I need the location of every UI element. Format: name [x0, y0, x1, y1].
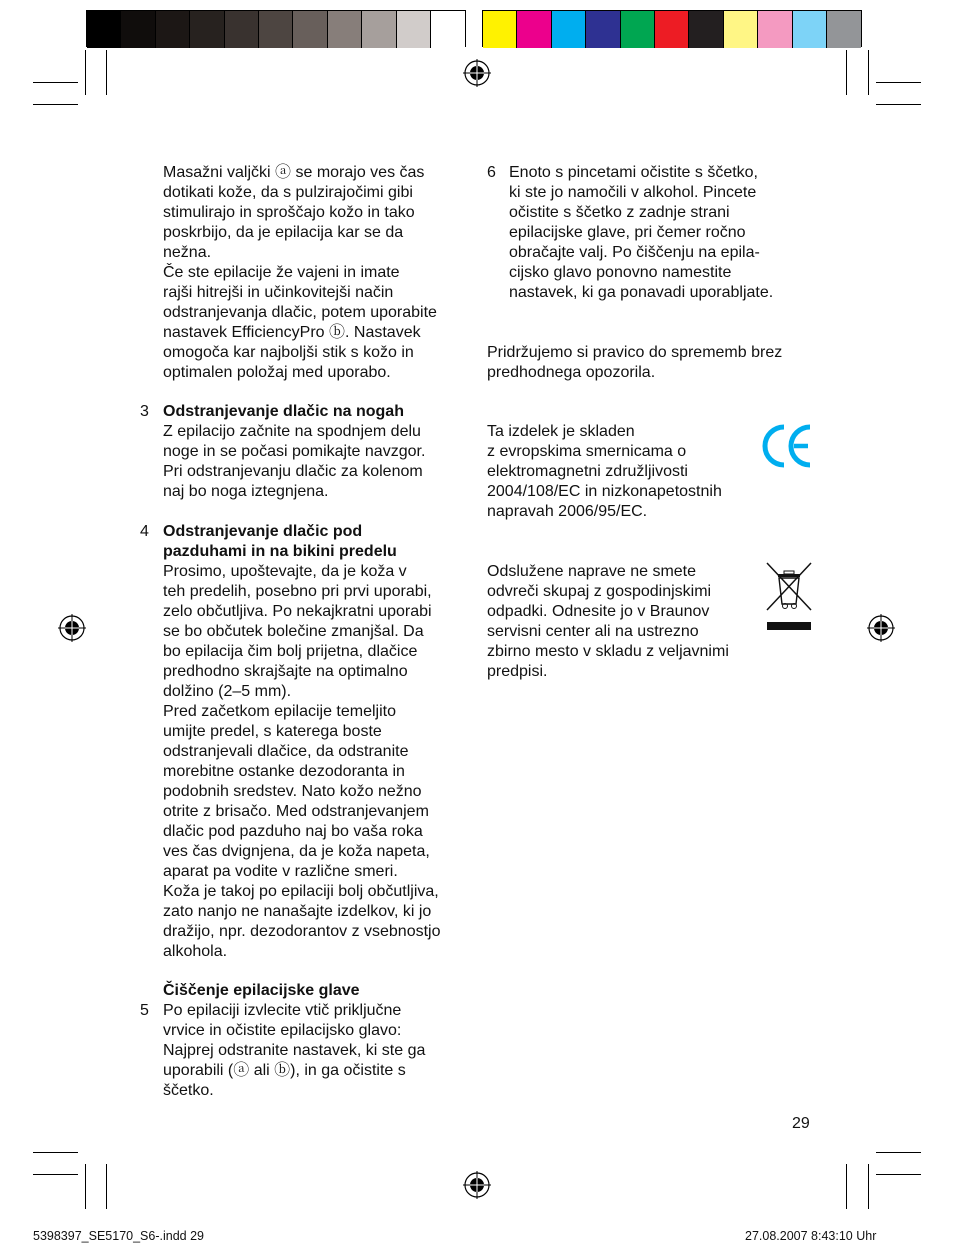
- text-line: bo epilacija čim bolj prijetna, dlačice: [163, 643, 418, 660]
- color-swatch: [225, 11, 259, 48]
- text-line: očistite s ščetko z zadnje strani: [509, 204, 730, 221]
- crop-mark: [33, 82, 78, 83]
- text-line: dolžino (2–5 mm).: [163, 683, 292, 700]
- text-line: predpisi.: [487, 663, 548, 680]
- text-line: servisni center ali na ustrezno: [487, 623, 699, 640]
- text-line: uporabili (ⓐ ali ⓑ), in ga očistite s: [163, 1062, 406, 1079]
- text-line: nežna.: [163, 244, 212, 261]
- text-line: aparat pa vodite v različne smeri.: [163, 863, 398, 880]
- color-swatch: [586, 11, 620, 48]
- text-line: zelo občutljiva. Po nekajkratni uporabi: [163, 603, 432, 620]
- registration-mark-icon: [462, 1170, 492, 1200]
- crop-mark: [33, 1152, 78, 1153]
- text-line: Pridržujemo si pravico do sprememb brez: [487, 344, 783, 361]
- text-line: Ta izdelek je skladen: [487, 423, 635, 440]
- text-line: predhodno skrajšajte na optimalno: [163, 663, 408, 680]
- color-swatch: [483, 11, 517, 48]
- color-swatch: [87, 11, 121, 48]
- text-line: zbirno mesto v skladu z veljavnimi: [487, 643, 729, 660]
- color-swatch: [156, 11, 190, 48]
- text-line: se bo občutek bolečine zmanjšal. Da: [163, 623, 424, 640]
- color-swatch: [827, 11, 861, 48]
- text-line: otrite z brisačo. Med odstranjevanjem: [163, 803, 429, 820]
- registration-mark-icon: [57, 613, 87, 643]
- item-3: [163, 402, 473, 502]
- ce-mark-icon: [760, 423, 814, 469]
- color-swatch: [655, 11, 689, 48]
- text-line: odpadki. Odnesite jo v Braunov: [487, 603, 710, 620]
- text-line: dotikati kože, da s pulzirajočimi gibi: [163, 184, 413, 201]
- text-line: teh predelih, posebno pri prvi uporabi,: [163, 583, 432, 600]
- text-line: epilacijske glave, pri čemer ročno: [509, 224, 746, 241]
- item-4-title: Odstranjevanje dlačic pod: [163, 523, 363, 540]
- text-line: Po epilaciji izvlecite vtič priključne: [163, 1002, 402, 1019]
- text-line: umijte predel, s katerega boste: [163, 723, 382, 740]
- notice-paragraph: [487, 343, 827, 383]
- text-line: Prosimo, upoštevajte, da je koža v: [163, 563, 407, 580]
- color-swatch: [724, 11, 758, 48]
- text-line: naj bo noga iztegnjena.: [163, 483, 329, 500]
- text-line: napravah 2006/95/EC.: [487, 503, 648, 520]
- color-swatch: [121, 11, 155, 48]
- text-line: dražijo, npr. dezodorantov z vsebnostjo: [163, 923, 441, 940]
- text-line: vrvice in očistite epilacijsko glavo:: [163, 1022, 402, 1039]
- text-line: odstranjevanja dlačic, potem uporabite: [163, 304, 437, 321]
- item-number: 5: [140, 1002, 149, 1019]
- text-line: Koža je takoj po epilaciji bolj občutljiva,: [163, 883, 439, 900]
- crop-mark: [846, 50, 847, 95]
- color-swatch: [758, 11, 792, 48]
- crop-mark: [876, 1174, 921, 1175]
- text-line: Masažni valjčki ⓐ se morajo ves čas: [163, 164, 425, 181]
- color-swatch: [431, 11, 465, 48]
- text-line: nastavek EfficiencyPro ⓑ. Nastavek: [163, 324, 421, 341]
- item-4-title: pazduhami in na bikini predelu: [163, 543, 397, 560]
- crop-mark: [33, 104, 78, 105]
- crossed-out-bin-icon: [764, 560, 814, 632]
- crop-mark: [868, 50, 869, 95]
- text-line: stimulirajo in sproščajo kožo in tako: [163, 204, 415, 221]
- color-swatch: [293, 11, 327, 48]
- text-line: zato nanjo ne nanašajte izdelkov, ki jo: [163, 903, 432, 920]
- text-line: elektromagnetni združljivosti: [487, 463, 688, 480]
- text-line: z evropskima smernicama o: [487, 443, 687, 460]
- ce-paragraph: [487, 422, 757, 522]
- footer-file-name: 5398397_SE5170_S6-.indd 29: [33, 1229, 204, 1243]
- crop-mark: [876, 82, 921, 83]
- text-line: odstranjevali dlačice, da odstranite: [163, 743, 409, 760]
- text-line: obračajte valj. Po čiščenju na epila-: [509, 244, 760, 261]
- item-number: 3: [140, 403, 149, 420]
- crop-mark: [33, 1174, 78, 1175]
- text-line: odvreči skupaj z gospodinjskimi: [487, 583, 712, 600]
- grayscale-bar: [86, 10, 466, 47]
- color-swatch: [190, 11, 224, 48]
- text-line: Z epilacijo začnite na spodnjem delu: [163, 423, 421, 440]
- color-swatch: [362, 11, 396, 48]
- color-swatch: [689, 11, 723, 48]
- disposal-paragraph: [487, 562, 767, 682]
- text-line: noge in se počasi pomikajte navzgor.: [163, 443, 426, 460]
- item-3-title: Odstranjevanje dlačic na nogah: [163, 403, 404, 420]
- color-bar: [482, 10, 862, 47]
- item-number: 4: [140, 523, 149, 540]
- crop-mark: [876, 1152, 921, 1153]
- text-line: ki ste jo namočili v alkohol. Pincete: [509, 184, 757, 201]
- color-swatch: [397, 11, 431, 48]
- registration-mark-icon: [462, 58, 492, 88]
- crop-mark: [106, 50, 107, 95]
- registration-mark-icon: [866, 613, 896, 643]
- text-line: ščetko.: [163, 1082, 214, 1099]
- text-line: Odslužene naprave ne smete: [487, 563, 697, 580]
- text-line: dlačic pod pazduho naj bo vaša roka: [163, 823, 423, 840]
- text-line: Če ste epilacije že vajeni in imate: [163, 264, 400, 281]
- text-line: 2004/108/EC in nizkonapetostnih: [487, 483, 722, 500]
- item-6: [509, 163, 819, 303]
- crop-mark: [846, 1164, 847, 1209]
- crop-mark: [85, 50, 86, 95]
- color-swatch: [259, 11, 293, 48]
- text-line: omogoča kar najboljši stik s kožo in: [163, 344, 414, 361]
- text-line: alkohola.: [163, 943, 228, 960]
- crop-mark: [868, 1164, 869, 1209]
- crop-mark: [876, 104, 921, 105]
- item-number: 6: [487, 164, 496, 181]
- footer-timestamp: 27.08.2007 8:43:10 Uhr: [745, 1229, 877, 1243]
- text-line: rajši hitrejši in učinkovitejši način: [163, 284, 394, 301]
- item-4: [163, 522, 473, 962]
- text-line: poskrbijo, da je epilacija kar se da: [163, 224, 404, 241]
- color-swatch: [328, 11, 362, 48]
- intro-paragraph-1: [163, 163, 473, 383]
- item-5: [163, 1001, 473, 1101]
- cleaning-title: Čiščenje epilacijske glave: [163, 982, 360, 999]
- text-line: morebitne ostanke dezodoranta in: [163, 763, 405, 780]
- text-line: ves čas dvignjena, da je koža napeta,: [163, 843, 430, 860]
- color-swatch: [517, 11, 551, 48]
- text-line: optimalen položaj med uporabo.: [163, 364, 391, 381]
- page-number: 29: [792, 1115, 810, 1132]
- text-line: Najprej odstranite nastavek, ki ste ga: [163, 1042, 426, 1059]
- crop-mark: [85, 1164, 86, 1209]
- text-line: nastavek, ki ga ponavadi uporabljate.: [509, 284, 774, 301]
- crop-mark: [106, 1164, 107, 1209]
- text-line: Pred začetkom epilacije temeljito: [163, 703, 396, 720]
- text-line: predhodnega opozorila.: [487, 364, 656, 381]
- color-swatch: [552, 11, 586, 48]
- cleaning-section: [163, 981, 473, 1001]
- text-line: podobnih sredstev. Nato kožo nežno: [163, 783, 422, 800]
- text-line: Enoto s pincetami očistite s ščetko,: [509, 164, 758, 181]
- text-line: cijsko glavo ponovno namestite: [509, 264, 732, 281]
- color-swatch: [621, 11, 655, 48]
- color-swatch: [793, 11, 827, 48]
- text-line: Pri odstranjevanju dlačic za kolenom: [163, 463, 423, 480]
